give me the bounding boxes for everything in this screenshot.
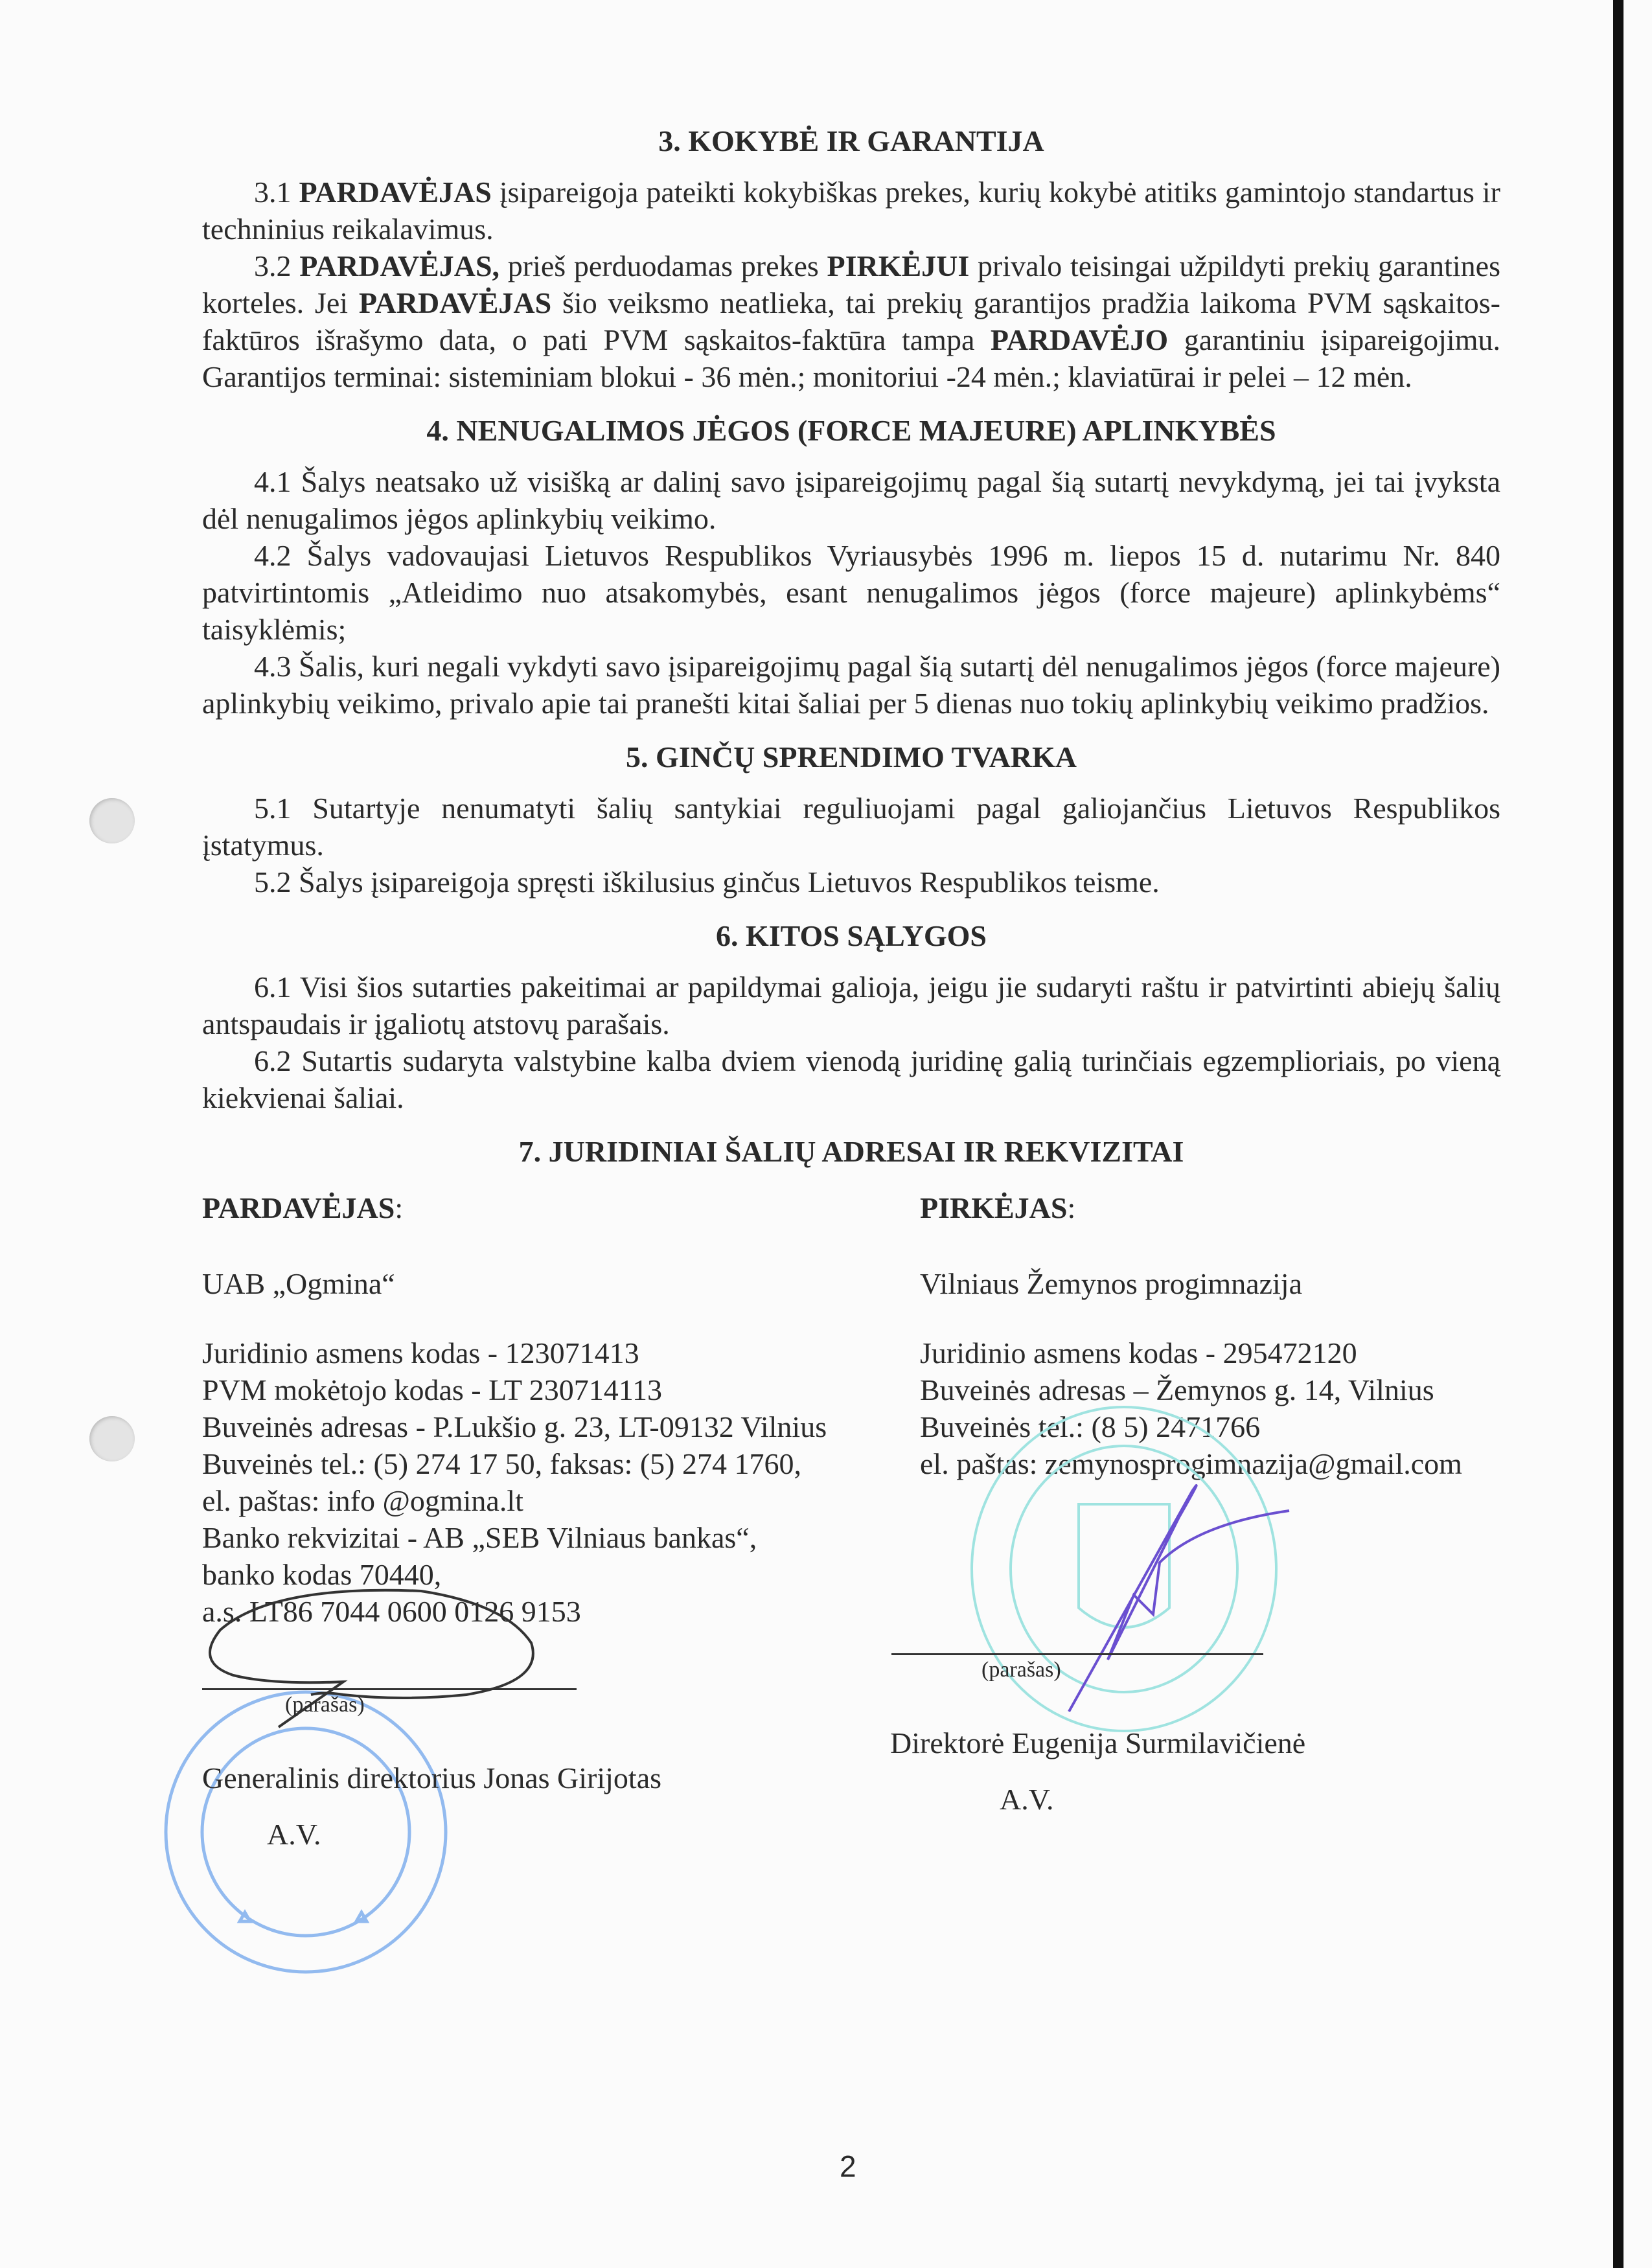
buyer-signature-line bbox=[891, 1653, 1263, 1655]
seller-detail-line: Juridinio asmens kodas - 123071413 bbox=[202, 1336, 639, 1369]
section-6-title: 6. KITOS SĄLYGOS bbox=[715, 919, 987, 952]
seller-heading: PARDAVĖJAS: bbox=[202, 1191, 404, 1224]
section-3 bbox=[202, 122, 1500, 395]
buyer-name: Vilniaus Žemynos progimnazija bbox=[920, 1267, 1303, 1300]
section-4-title: 4. NENUGALIMOS JĖGOS (FORCE MAJEURE) APLINKYBĖS bbox=[426, 414, 1276, 447]
contract-page bbox=[202, 122, 1500, 1853]
seller-name: UAB „Ogmina“ bbox=[202, 1267, 395, 1300]
buyer-detail-line: Buveinės adresas – Žemynos g. 14, Vilnius bbox=[920, 1373, 1434, 1406]
section-6 bbox=[202, 917, 1500, 1116]
seller-seal-place: A.V. bbox=[267, 1818, 321, 1851]
seller-signature-block bbox=[202, 1649, 894, 1734]
seller-column bbox=[202, 1189, 894, 1853]
section-3-title: 3. KOKYBĖ IR GARANTIJA bbox=[658, 124, 1044, 157]
buyer-signature-block bbox=[920, 1614, 1500, 1699]
clause-3-1: 3.1 PARDAVĖJAS įsipareigoja pateikti kokybiškas prekes, kurių kokybė atitiks gamintojo standartus ir techninius reikalavimus. bbox=[202, 176, 1500, 246]
buyer-signer: Direktorė Eugenija Surmilavičienė bbox=[890, 1726, 1306, 1759]
section-5-title: 5. GINČŲ SPRENDIMO TVARKA bbox=[625, 740, 1077, 773]
seller-detail-line: Banko rekvizitai - AB „SEB Vilniaus bankas“, bbox=[202, 1521, 757, 1554]
punch-hole bbox=[89, 798, 135, 843]
buyer-detail-line: Juridinio asmens kodas - 295472120 bbox=[920, 1336, 1357, 1369]
scan-edge bbox=[1613, 0, 1623, 2268]
punch-hole bbox=[89, 1416, 135, 1461]
page-number: 2 bbox=[840, 2149, 856, 2183]
seller-signature bbox=[194, 1572, 609, 1727]
clause-4-2: 4.2 Šalys vadovaujasi Lietuvos Respublikos Vyriausybės 1996 m. liepos 15 d. nutarimu Nr. 840 patvirtintomis „Atleidimo nuo atsakomybės, esant nenugalimos jėgos (force majeure) aplinkybėms“ taisyklėmis; bbox=[202, 539, 1500, 646]
clause-4-3: 4.3 Šalis, kuri negali vykdyti savo įsipareigojimų pagal šią sutartį dėl nenugalimos jėgos (force majeure) aplinkybių veikimo, privalo apie tai pranešti kitai šaliai per 5 dienas nuo tokių aplinkybių veikimo pradžios. bbox=[202, 650, 1500, 720]
buyer-column bbox=[890, 1189, 1500, 1853]
section-5 bbox=[202, 739, 1500, 900]
buyer-detail-line: el. paštas: zemynosprogimnazija@gmail.com bbox=[920, 1447, 1462, 1480]
clause-4-1: 4.1 Šalys neatsako už visišką ar dalinį savo įsipareigojimų pagal šią sutartį nevykdymą, jei tai įvyksta dėl nenugalimos jėgos aplinkybių veikimo. bbox=[202, 465, 1500, 535]
seller-signature-line bbox=[202, 1688, 577, 1690]
buyer-signature bbox=[1050, 1465, 1296, 1724]
section-7-title: 7. JURIDINIAI ŠALIŲ ADRESAI IR REKVIZITAI bbox=[518, 1135, 1184, 1168]
clause-5-2: 5.2 Šalys įsipareigoja spręsti iškilusius ginčus Lietuvos Respublikos teisme. bbox=[254, 865, 1160, 899]
buyer-heading: PIRKĖJAS: bbox=[920, 1191, 1076, 1224]
clause-6-1: 6.1 Visi šios sutarties pakeitimai ar papildymai galioja, jeigu jie sudaryti raštu ir patvirtinti abiejų šalių antspaudais ir įgaliotų atstovų parašais. bbox=[202, 970, 1500, 1040]
seller-detail-line: banko kodas 70440, bbox=[202, 1558, 442, 1591]
clause-5-1: 5.1 Sutartyje nenumatyti šalių santykiai reguliuojami pagal galiojančius Lietuvos Respublikos įstatymus. bbox=[202, 792, 1500, 862]
seller-signer: Generalinis direktorius Jonas Girijotas bbox=[202, 1761, 662, 1794]
seller-signature-caption: (parašas) bbox=[285, 1693, 365, 1717]
seller-detail-line: Buveinės tel.: (5) 274 17 50, faksas: (5) 274 1760, bbox=[202, 1447, 801, 1480]
parties bbox=[202, 1189, 1500, 1853]
clause-3-2: 3.2 PARDAVĖJAS, prieš perduodamas prekes PIRKĖJUI privalo teisingai užpildyti prekių garantines korteles. Jei PARDAVĖJAS šio veiksmo neatlieka, tai prekių garantijos pradžia laikoma PVM sąskaitos-faktūros išrašymo data, o pati PVM sąskaitos-faktūra tampa PARDAVĖJO garantiniu įsipareigojimu. Garantijos terminai: sisteminiam blokui - 36 mėn.; monitoriui -24 mėn.; klaviatūrai ir pelei – 12 mėn. bbox=[202, 249, 1500, 393]
section-4 bbox=[202, 412, 1500, 722]
clause-6-2: 6.2 Sutartis sudaryta valstybine kalba dviem vienodą juridinę galią turinčiais egzemplioriais, po vieną kiekvienai šaliai. bbox=[202, 1044, 1500, 1114]
buyer-detail-line: Buveinės tel.: (8 5) 2471766 bbox=[920, 1410, 1261, 1443]
buyer-signature-caption: (parašas) bbox=[981, 1658, 1061, 1682]
seller-detail-line: Buveinės adresas - P.Lukšio g. 23, LT-09132 Vilnius bbox=[202, 1410, 827, 1443]
seller-detail-line: el. paštas: info @ogmina.lt bbox=[202, 1484, 523, 1517]
seller-detail-line: PVM mokėtojo kodas - LT 230714113 bbox=[202, 1373, 663, 1406]
buyer-seal-place: A.V. bbox=[1000, 1783, 1054, 1816]
seller-detail-line: a.s. LT86 7044 0600 0126 9153 bbox=[202, 1595, 581, 1628]
